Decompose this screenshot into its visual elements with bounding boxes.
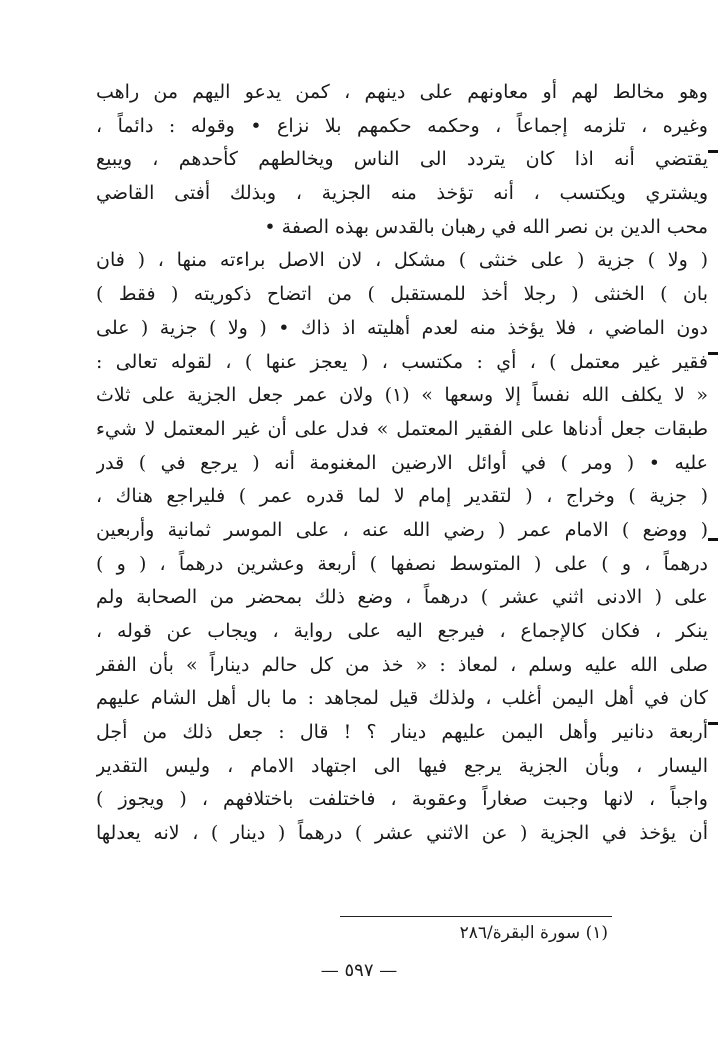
text-line: صلى الله عليه وسلم ، لمعاذ : « خذ من كل حالم ديناراً » بأن الفقر — [96, 653, 708, 676]
margin-mark — [708, 538, 718, 541]
text-line: واجباً ، لانها وجبت صغاراً وعقوبة ، فاختلفت باختلافهم ، ( ويجوز ) — [96, 788, 708, 811]
text-line: أربعة دنانير وأهل اليمن عليهم دينار ؟ ! قال : جعل ذلك من أجل — [96, 721, 708, 744]
text-line: وهو مخالط لهم أو معاونهم على دينهم ، كمن يدعو اليهم من راهب — [96, 81, 708, 103]
body-text — [96, 76, 708, 851]
page-number: — ٥٩٧ — — [320, 960, 398, 981]
footnote: (١) سورة البقرة/٢٨٦ — [459, 923, 608, 943]
text-line: يقتضي أنه اذا كان يتردد الى الناس ويخالطهم كأحدهم ، ويبيع — [96, 148, 708, 171]
text-line: اليسار ، وبأن الجزية يرجع فيها الى اجتهاد الامام ، وليس التقدير — [96, 754, 708, 777]
text-line: ( ولا ) جزية ( على خنثى ) مشكل ، لان الاصل براءته منها ، ( فان — [96, 249, 708, 272]
text-line: عليه • ( ومر ) في أوائل الارضين المغنومة أنه ( يرجع في ) قدر — [96, 451, 708, 474]
margin-mark — [708, 150, 718, 153]
text-line: دون الماضي ، فلا يؤخذ منه لعدم أهليته اذ ذاك • ( ولا ) جزية ( على — [96, 316, 708, 339]
margin-mark — [708, 352, 718, 355]
text-line: محب الدين بن نصر الله في رهبان بالقدس بهذه الصفة • — [264, 215, 708, 238]
text-line: ( جزية ) وخراج ، ( لتقدير إمام لا لما قدره عمر ) فليراجع هناك ، — [96, 485, 708, 508]
text-line: أن يؤخذ في الجزية ( عن الاثني عشر ) درهماً ( دينار ) ، لانه يعدلها — [96, 822, 708, 845]
text-line: بان ) الخنثى ( رجلا أخذ للمستقبل ) من اتضاح ذكوريته ( فقط ) — [96, 283, 708, 306]
text-line: « لا يكلف الله نفساً إلا وسعها » (١) ولان عمر جعل الجزية على ثلاث — [96, 384, 708, 407]
footnote-divider — [340, 916, 612, 917]
text-line: كان في أهل اليمن أغلب ، ولذلك قيل لمجاهد : ما بال أهل الشام عليهم — [96, 687, 708, 710]
text-line: درهماً ، و ) على ( المتوسط نصفها ) أربعة وعشرين درهماً ، ( و ) — [96, 552, 708, 575]
margin-mark — [708, 722, 718, 725]
text-line: وغيره ، تلزمه إجماعاً ، وحكمه حكمهم بلا نزاع • وقوله : دائماً ، — [96, 114, 708, 137]
text-line: ينكر ، فكان كالإجماع ، فيرجع اليه على رواية ، ويجاب عن قوله ، — [96, 620, 708, 642]
text-line: ويشتري ويكتسب ، أنه تؤخذ منه الجزية ، وبذلك أفتى القاضي — [96, 182, 708, 205]
text-line: فقير غير معتمل ) ، أي : مكتسب ، ( يعجز عنها ) ، لقوله تعالى : — [96, 350, 708, 373]
text-line: على ( الادنى اثني عشر ) درهماً ، وضع ذلك بمحضر من الصحابة ولم — [96, 586, 708, 609]
text-line: ( ووضع ) الامام عمر ( رضي الله عنه ، على الموسر ثمانية وأربعين — [96, 518, 708, 541]
text-line: طبقات جعل أدناها على الفقير المعتمل » فدل على أن غير المعتمل لا شيء — [96, 417, 708, 440]
